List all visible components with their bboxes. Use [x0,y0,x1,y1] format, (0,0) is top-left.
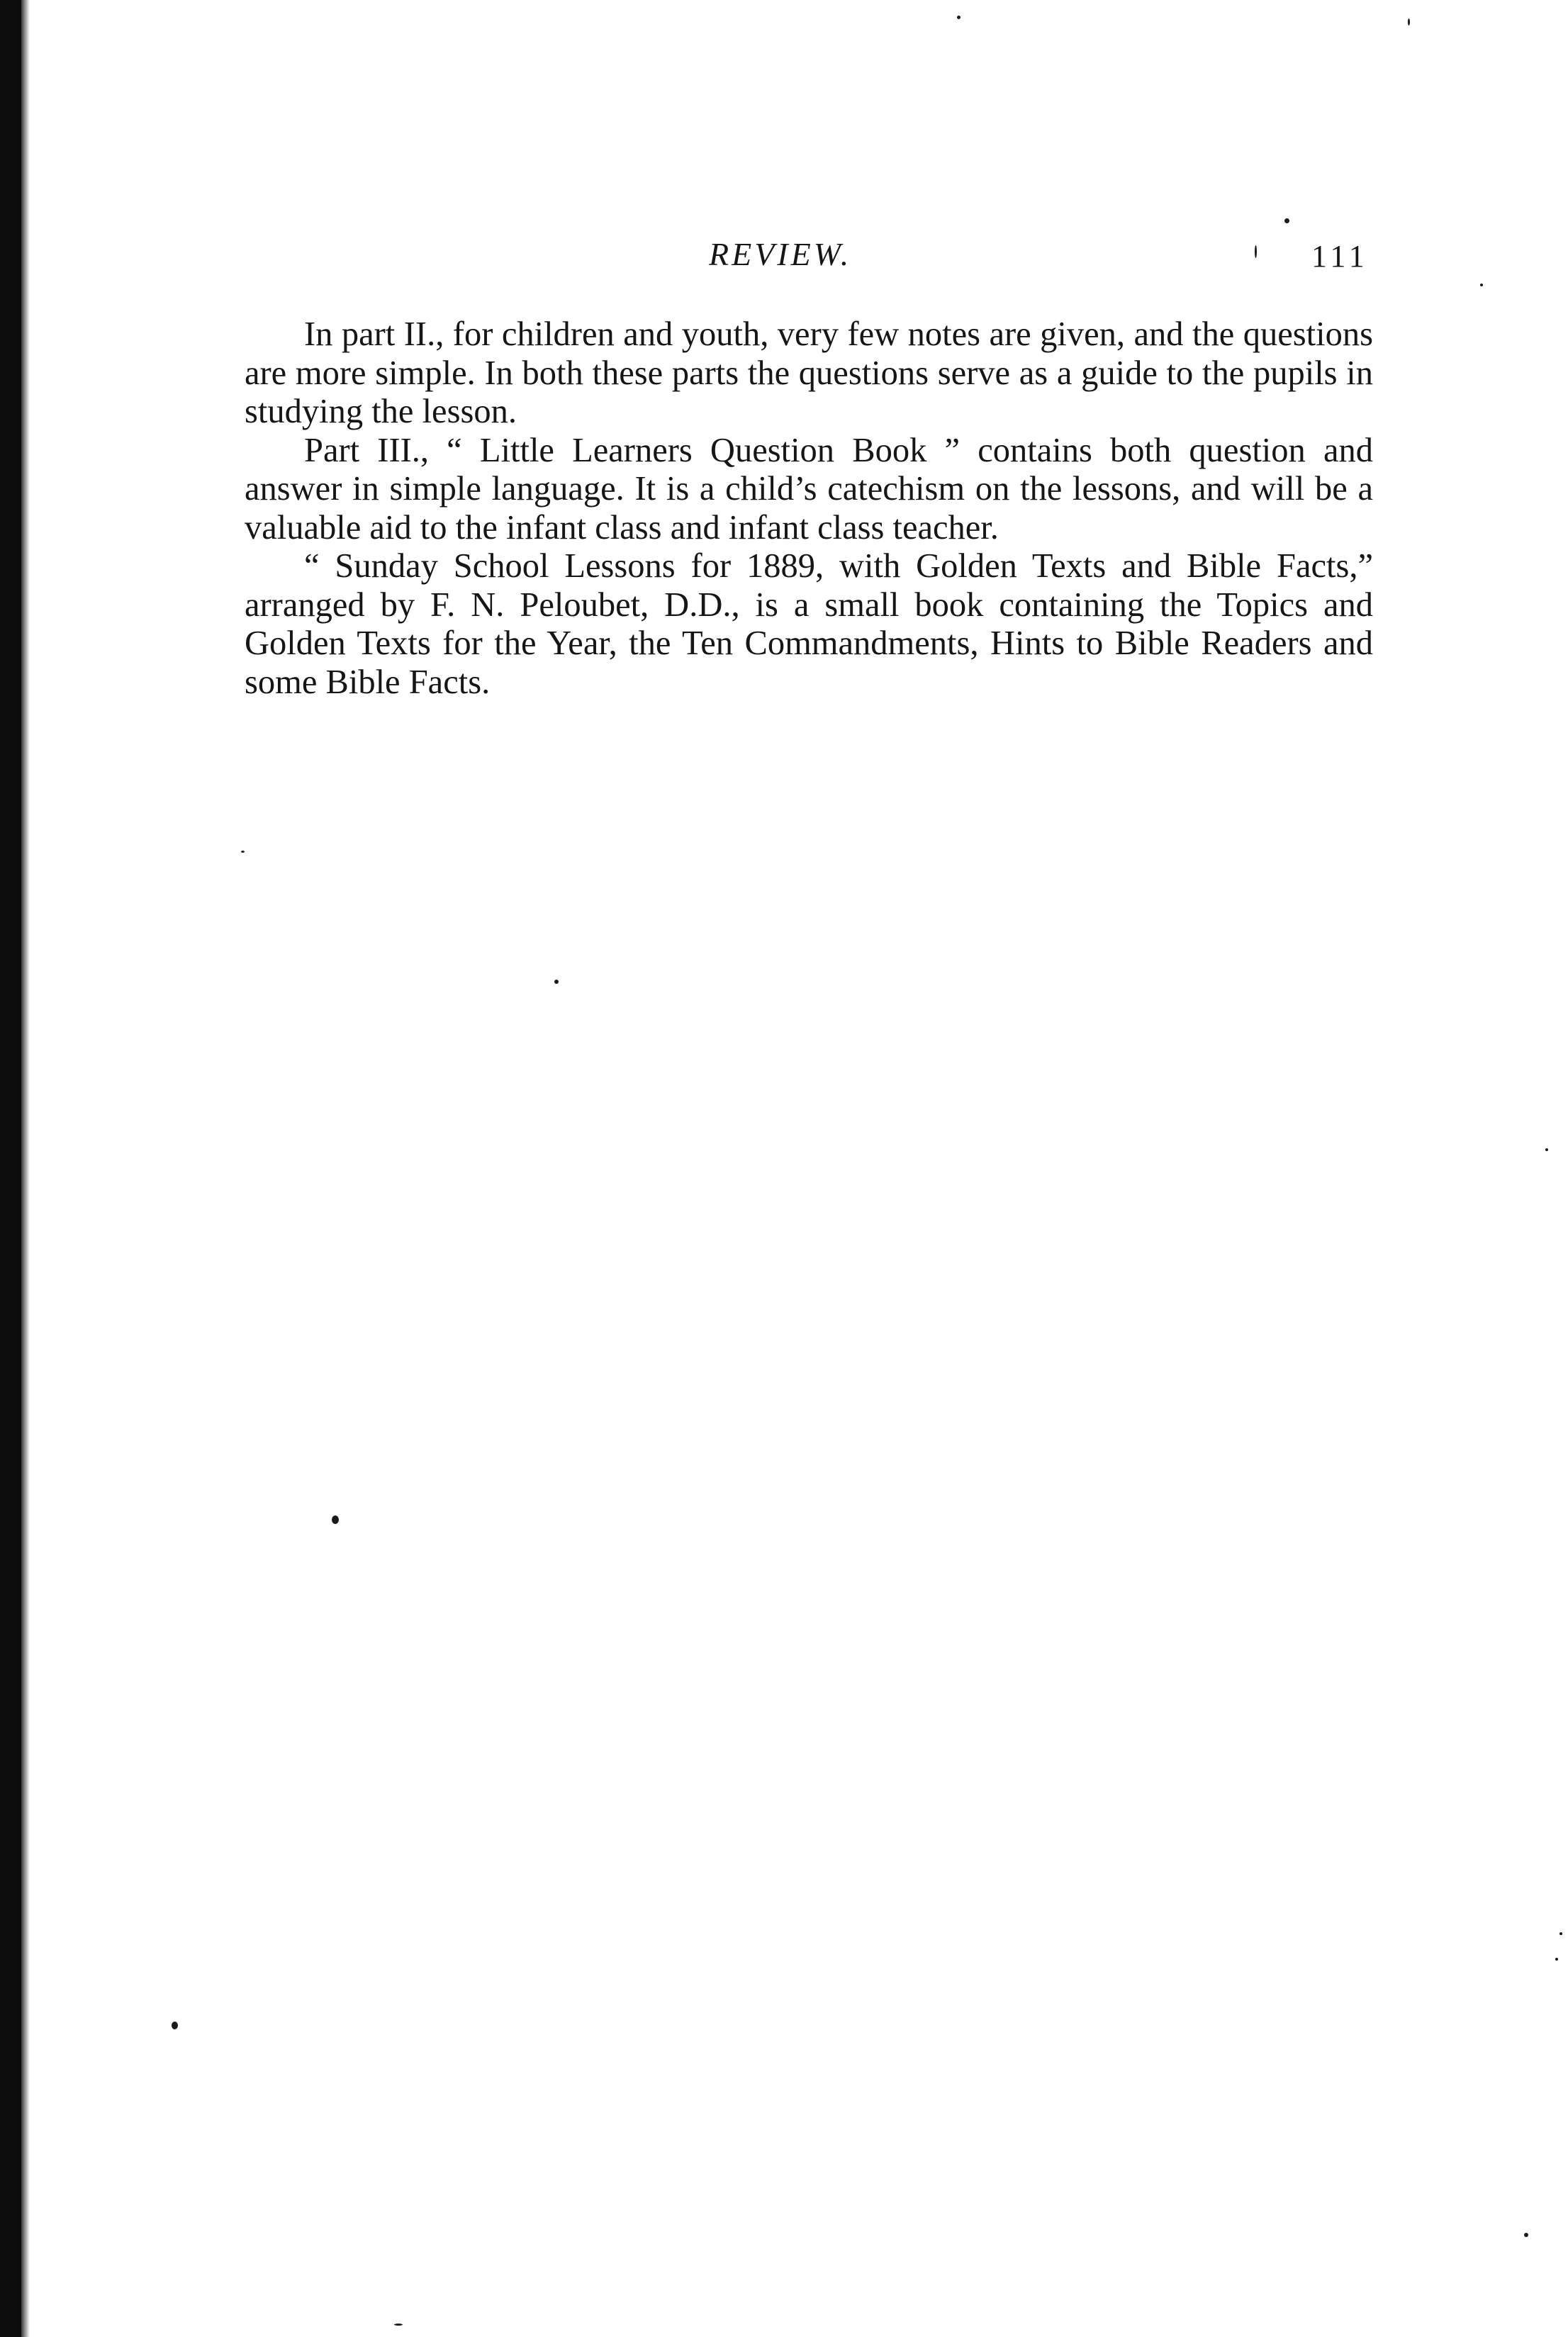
binding-edge-shadow [21,0,30,2337]
scan-speck [1524,2233,1528,2237]
scan-speck [554,980,559,984]
scan-speck [1555,1958,1558,1961]
page-number: 111 [1311,239,1369,274]
scan-speck [1559,1932,1562,1935]
scan-speck [394,2324,403,2326]
scan-speck [1255,245,1257,258]
scan-speck [957,16,961,19]
paragraph: Part III., “ Little Learners Question Book ” contains both question and answer in simple language. It is a child’s catechism on the lessons, and will be a valuable aid to the infant class and infant class teacher. [245,431,1373,547]
scan-speck [172,2022,178,2029]
scan-speck [241,851,245,853]
scan-speck [1408,18,1410,26]
scan-speck [332,1515,339,1524]
paragraph: In part II., for children and youth, very few notes are given, and the questions are more simple. In both these parts the questions serve as a guide to the pupils in studying the lesson. [245,315,1373,430]
paragraph: “ Sunday School Lessons for 1889, with Golden Texts and Bible Facts,” arranged by F. N. Peloubet, D.D., is a small book containing the Topics and Golden Texts for the Year, the Ten Commandments, Hints to Bible Readers and some Bible Facts. [245,547,1373,701]
binding-edge [0,0,21,2337]
running-title: REVIEW. [709,236,852,272]
scan-speck [1480,284,1483,286]
page-body [245,315,1373,702]
scan-speck [1284,218,1289,223]
scan-speck [1545,1148,1548,1151]
